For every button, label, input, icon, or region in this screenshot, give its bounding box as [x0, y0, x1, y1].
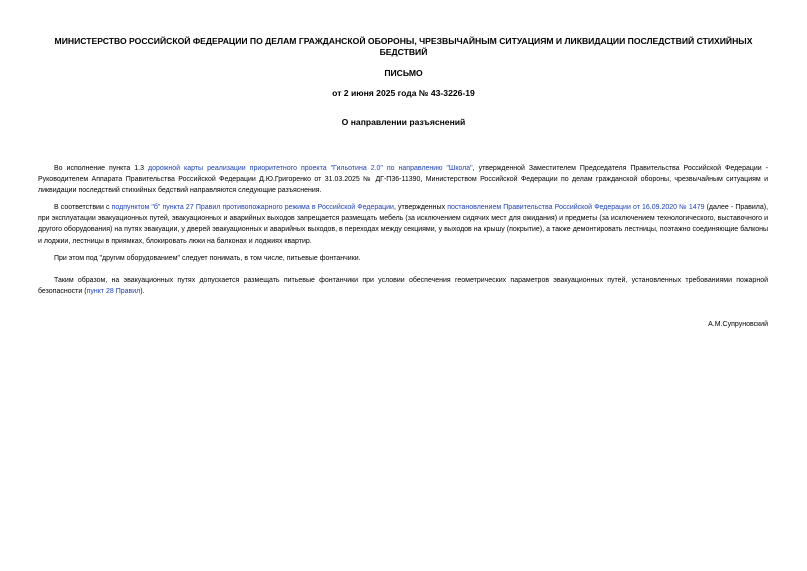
signature: А.М.Супруновский	[708, 321, 768, 328]
paragraph-3-text: При этом под "другим оборудованием" следует понимать, в том числе, питьевые фонтанчики.	[54, 255, 361, 262]
link-point-28-rules[interactable]: пункт 28 Правил	[86, 288, 141, 296]
link-government-decree[interactable]: постановлением Правительства Российской Федерации от 16.09.2020 № 1479	[447, 204, 705, 211]
paragraph-4-text-b: ).	[140, 288, 145, 296]
link-roadmap-guillotine[interactable]: дорожной карты реализации приоритетного проекта "Гильотина 2.0" по направлению "Школа"	[147, 165, 473, 172]
paragraph-2	[38, 202, 768, 247]
document-type: ПИСЬМО	[384, 68, 423, 78]
paragraph-4-text-a: Таким образом, на эвакуационных путях допускается размещать питьевые фонтанчики при условии обеспечения геометрических параметров эвакуационных путей, установленных требованиями пожарной безопасности (	[38, 277, 768, 296]
paragraph-2-text-c: (далее - Правила), при эксплуатации эвакуационных путей, эвакуационных и аварийных выходов запрещается размещать мебель (за исключением сидячих мест для ожидания) и предметы (за исключением технологического, выставочного и другого оборудования) на путях эвакуации, у дверей эвакуационных и аварийных выходов, в переходах между секциями, у выходов на крышу (покрытие), а также демонтировать лестницы, поэтажно соединяющие балконы и лоджии, лестницы в приямках, блокировать люки на балконах и лоджиях квартир.	[38, 204, 769, 245]
paragraph-4	[38, 275, 768, 297]
paragraph-1	[38, 163, 768, 197]
document-subject: О направлении разъяснений	[341, 117, 466, 127]
paragraph-1-text-b: , утвержденной Заместителем Председателя Правительства Российской Федерации - Руководителем Аппарата Правительства Российской Федерации Д.Ю.Григоренко от 31.03.2025 № ДГ-П36-11390, Министерством Российской Федерации по делам гражданской обороны, чрезвычайным ситуациям и ликвидации последствий стихийных бедствий направляются следующие разъяснения.	[38, 165, 768, 195]
link-subparagraph-b-rules[interactable]: подпунктом "б" пункта 27 Правил противопожарного режима в Российской Федерации	[111, 204, 394, 211]
paragraph-3	[38, 253, 768, 264]
paragraph-2-text-b: , утвержденных	[393, 204, 448, 211]
date-number-line: от 2 июня 2025 года № 43-3226-19	[332, 88, 475, 98]
paragraph-2-text-a: В соответствии с	[54, 204, 112, 211]
ministry-title: МИНИСТЕРСТВО РОССИЙСКОЙ ФЕДЕРАЦИИ ПО ДЕЛАМ ГРАЖДАНСКОЙ ОБОРОНЫ, ЧРЕЗВЫЧАЙНЫМ СИТУАЦИЯМ И ЛИКВИДАЦИИ ПОСЛЕДСТВИЙ СТИХИЙНЫХ БЕДСТВИЙ	[54, 36, 753, 57]
paragraph-1-text-a: Во исполнение пункта 1.3	[54, 165, 148, 172]
